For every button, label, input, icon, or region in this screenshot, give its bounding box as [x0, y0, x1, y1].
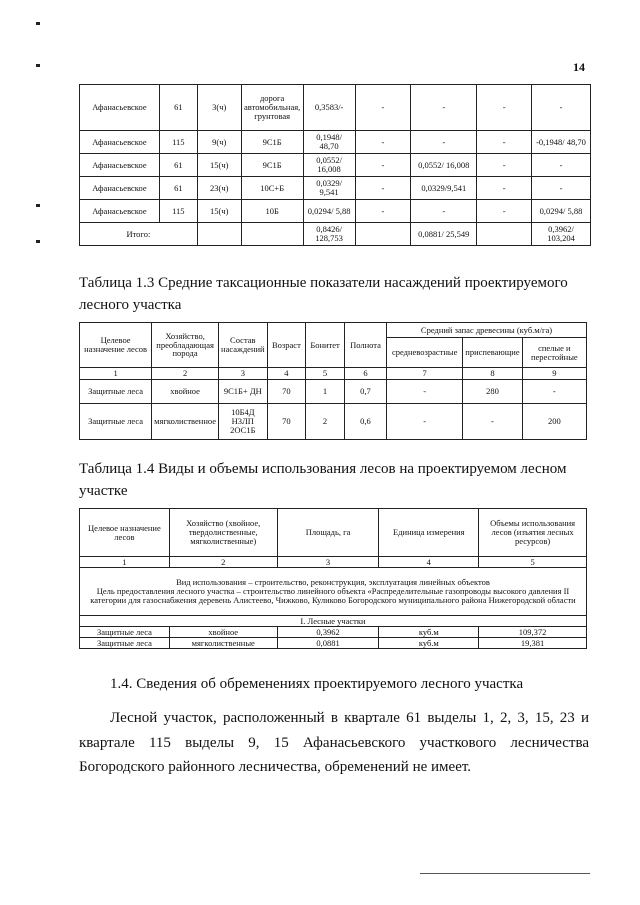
total-label: Итого: — [80, 223, 198, 246]
cell-density: 0,7 — [344, 380, 386, 404]
header-age: Возраст — [267, 323, 306, 368]
header-bonitet: Бонитет — [306, 323, 345, 368]
cell-purpose: Защитные леса — [80, 638, 170, 649]
cell-allotment: 15(ч) — [197, 154, 241, 177]
cell-value: 0,3583/- — [303, 85, 355, 131]
cell-object: 10С+Б — [241, 177, 303, 200]
table-row — [80, 568, 587, 616]
cell-quarter: 61 — [159, 177, 197, 200]
cell-volume: 19,381 — [479, 638, 587, 649]
cell-value: 0,8426/ 128,753 — [303, 223, 355, 246]
cell-quarter: 115 — [159, 200, 197, 223]
cell-quarter: 61 — [159, 154, 197, 177]
empty-cell — [355, 223, 411, 246]
cell-value: - — [355, 131, 411, 154]
table-caption-1-4: Таблица 1.4 Виды и объемы использования лесов на проектируемом лесном участке — [79, 461, 567, 499]
table-number-row — [80, 557, 587, 568]
cell-value: - — [355, 200, 411, 223]
table-row — [80, 380, 587, 404]
cell-age: 70 — [267, 380, 306, 404]
cell-value: 200 — [522, 404, 586, 440]
column-number: 1 — [80, 368, 152, 380]
table-row — [80, 131, 591, 154]
table-caption-1-3: Таблица 1.3 Средние таксационные показатели насаждений проектируемого лесного участка — [79, 275, 568, 313]
cell-composition: 10Б4Д Н3ЛП 2ОС1Б — [219, 404, 268, 440]
header-mature: спелые и перестойные — [522, 338, 586, 368]
table-row — [80, 154, 591, 177]
column-number: 4 — [379, 557, 479, 568]
scan-mark — [36, 22, 40, 25]
column-number: 4 — [267, 368, 306, 380]
cell-farm: хвойное — [169, 627, 277, 638]
table-row — [80, 638, 587, 649]
cell-value: - — [532, 177, 591, 200]
cell-farm: хвойное — [152, 380, 219, 404]
cell-density: 0,6 — [344, 404, 386, 440]
cell-purpose: Защитные леса — [80, 627, 170, 638]
cell-value: - — [463, 404, 522, 440]
section-label: I. Лесные участки — [80, 616, 587, 627]
cell-purpose: Защитные леса — [80, 380, 152, 404]
cell-forestry: Афанасьевское — [80, 85, 160, 131]
cell-allotment: 15(ч) — [197, 200, 241, 223]
cell-value: - — [522, 380, 586, 404]
cell-composition: 9С1Б+ ДН — [219, 380, 268, 404]
body-paragraph: Лесной участок, расположенный в квартале 61 выделы 1, 2, 3, 15, 23 и квартале 115 выделы 9, 15 Афанасьевского участкового лесничества Богородского районного лесничества, обременений не имеет. — [79, 710, 589, 775]
column-number: 2 — [169, 557, 277, 568]
cell-value: - — [477, 177, 532, 200]
header-stock-group: Средний запас древесины (куб.м/га) — [387, 323, 587, 338]
table-row — [80, 200, 591, 223]
cell-value: 0,0552/ 16,008 — [303, 154, 355, 177]
cell-value: - — [387, 404, 463, 440]
cell-volume: 109,372 — [479, 627, 587, 638]
cell-value: - — [532, 85, 591, 131]
cell-bonitet: 1 — [306, 380, 345, 404]
cell-value: - — [355, 154, 411, 177]
table-header-row — [80, 323, 587, 338]
cell-value: 0,0329/ 9,541 — [303, 177, 355, 200]
cell-value: - — [477, 131, 532, 154]
cell-farm: мягколиственные — [169, 638, 277, 649]
use-type: Вид использования – строительство, реконструкция, эксплуатация линейных объектов — [176, 577, 490, 588]
cut-volume-table — [79, 84, 591, 246]
cell-forestry: Афанасьевское — [80, 200, 160, 223]
cell-value: - — [355, 85, 411, 131]
scan-mark — [36, 240, 40, 243]
empty-cell — [477, 223, 532, 246]
cell-value: 0,3962/ 103,204 — [532, 223, 591, 246]
cell-purpose: Защитные леса — [80, 404, 152, 440]
cell-value: 0,1948/ 48,70 — [303, 131, 355, 154]
cell-allotment: 9(ч) — [197, 131, 241, 154]
cell-value: 0,0294/ 5,88 — [303, 200, 355, 223]
header-farm: Хозяйство, преобладающая порода — [152, 323, 219, 368]
column-number: 7 — [387, 368, 463, 380]
use-description-cell — [80, 568, 587, 616]
cell-forestry: Афанасьевское — [80, 154, 160, 177]
cell-value: 280 — [463, 380, 522, 404]
cell-quarter: 115 — [159, 131, 197, 154]
cell-value: - — [387, 380, 463, 404]
cell-value: 0,0329/9,541 — [411, 177, 477, 200]
cell-value: 0,0294/ 5,88 — [532, 200, 591, 223]
header-density: Полнота — [344, 323, 386, 368]
taxation-table — [79, 322, 587, 440]
table-section-row — [80, 616, 587, 627]
column-number: 2 — [152, 368, 219, 380]
scan-mark — [36, 64, 40, 67]
forest-use-table — [79, 508, 587, 649]
cell-allotment: 3(ч) — [197, 85, 241, 131]
cell-value: - — [477, 154, 532, 177]
header-purpose: Целевое назначение лесов — [80, 509, 170, 557]
empty-cell — [197, 223, 241, 246]
cell-forestry: Афанасьевское — [80, 131, 160, 154]
cell-object: 9С1Б — [241, 154, 303, 177]
table-number-row — [80, 368, 587, 380]
column-number: 8 — [463, 368, 522, 380]
column-number: 5 — [479, 557, 587, 568]
cell-value: - — [477, 85, 532, 131]
cell-unit: куб.м — [379, 627, 479, 638]
table-header-row — [80, 509, 587, 557]
table-row — [80, 627, 587, 638]
header-middle-aged: средневозрастные — [387, 338, 463, 368]
cell-value: - — [477, 200, 532, 223]
footer-divider — [420, 873, 590, 874]
cell-value: - — [411, 131, 477, 154]
cell-value: - — [355, 177, 411, 200]
scan-mark — [36, 204, 40, 207]
table-row — [80, 177, 591, 200]
column-number: 9 — [522, 368, 586, 380]
cell-allotment: 23(ч) — [197, 177, 241, 200]
page-number: 14 — [573, 60, 585, 74]
column-number: 3 — [219, 368, 268, 380]
header-purpose: Целевое назначение лесов — [80, 323, 152, 368]
cell-unit: куб.м — [379, 638, 479, 649]
cell-age: 70 — [267, 404, 306, 440]
header-premature: приспевающие — [463, 338, 522, 368]
section-heading: 1.4. Сведения об обременениях проектируемого лесного участка — [110, 676, 524, 692]
cell-value: - — [411, 200, 477, 223]
table-row — [80, 404, 587, 440]
use-goal: Цель предоставления лесного участка – строительство линейного объекта «Распределительные газопроводы высокого давления II категории для газоснабжения деревень Алистеево, Чижково, Куликово Богородского муниципального района Нижегородской области — [90, 586, 576, 605]
table-row — [80, 85, 591, 131]
cell-farm: мягколиственное — [152, 404, 219, 440]
cell-forestry: Афанасьевское — [80, 177, 160, 200]
column-number: 3 — [277, 557, 379, 568]
cell-value: 0,0881/ 25,549 — [411, 223, 477, 246]
header-farm: Хозяйство (хвойное, твердолиственные, мягколиственные) — [169, 509, 277, 557]
header-composition: Состав насаждений — [219, 323, 268, 368]
cell-quarter: 61 — [159, 85, 197, 131]
cell-area: 0,0881 — [277, 638, 379, 649]
cell-object: дорога автомобильная, грунтовая — [241, 85, 303, 131]
column-number: 5 — [306, 368, 345, 380]
cell-area: 0,3962 — [277, 627, 379, 638]
column-number: 1 — [80, 557, 170, 568]
cell-object: 9С1Б — [241, 131, 303, 154]
cell-bonitet: 2 — [306, 404, 345, 440]
cell-object: 10Б — [241, 200, 303, 223]
cell-value: - — [411, 85, 477, 131]
table-total-row — [80, 223, 591, 246]
cell-value: 0,0552/ 16,008 — [411, 154, 477, 177]
header-volume: Объемы использования лесов (изъятия лесных ресурсов) — [479, 509, 587, 557]
cell-value: -0,1948/ 48,70 — [532, 131, 591, 154]
header-unit: Единица измерения — [379, 509, 479, 557]
cell-value: - — [532, 154, 591, 177]
column-number: 6 — [344, 368, 386, 380]
header-area: Площадь, га — [277, 509, 379, 557]
empty-cell — [241, 223, 303, 246]
